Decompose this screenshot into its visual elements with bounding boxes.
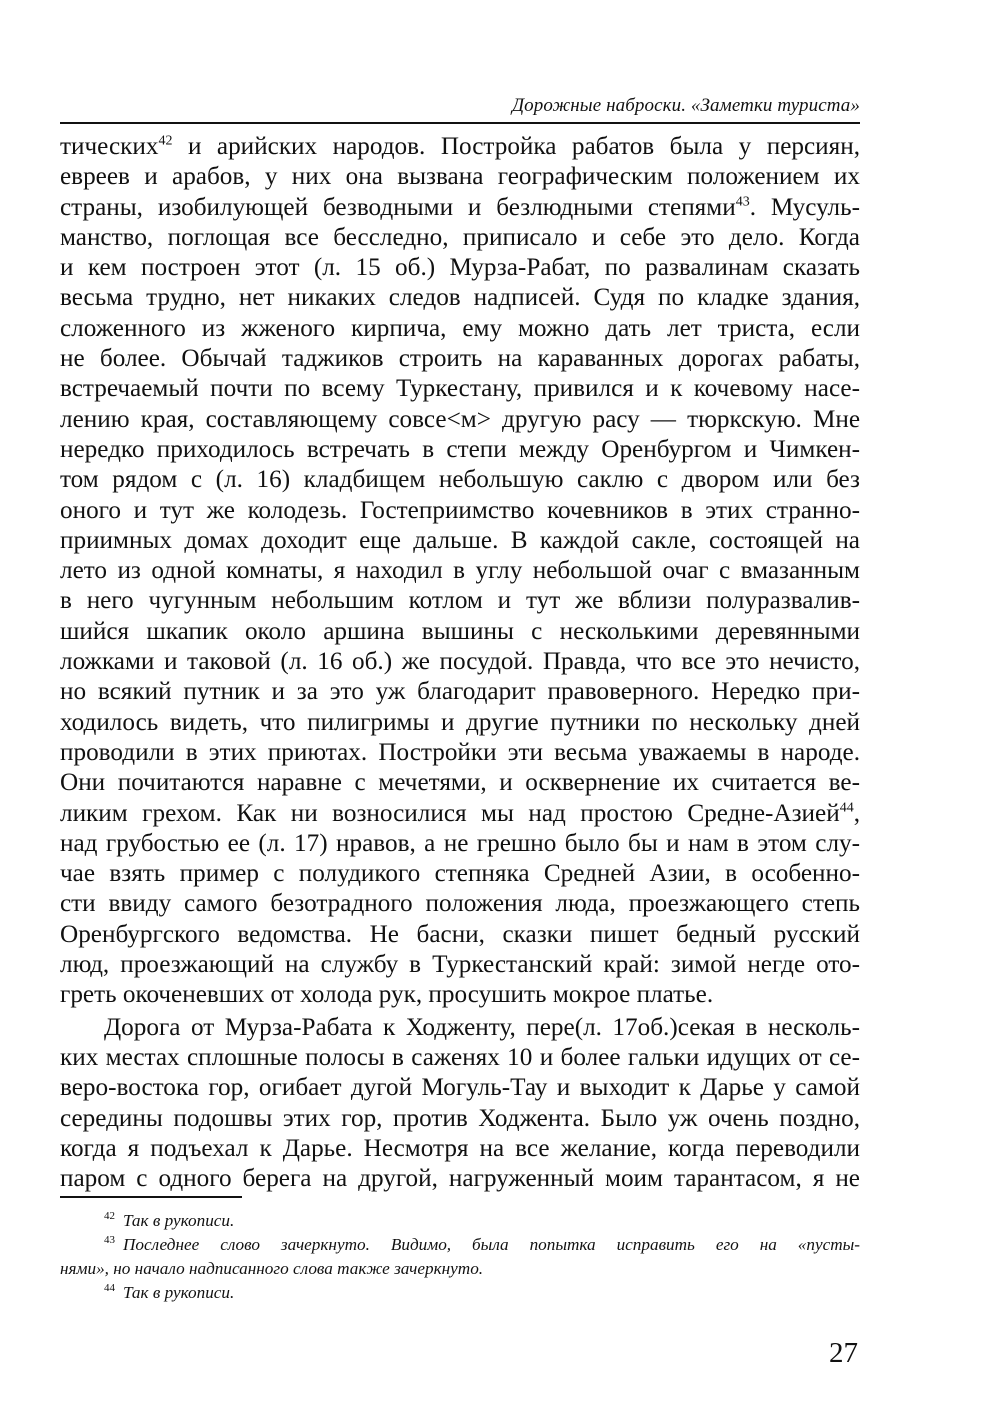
body-text	[60, 132, 860, 1194]
text-line: сложенного из жженого кирпича, ему можно дать лет триста, если	[60, 314, 860, 342]
text-line: Они почитаются наравне с мечетями, и осквернение их считается ве-	[60, 769, 860, 797]
footnote-text: Так в рукописи.	[123, 1211, 235, 1230]
footnote-line	[60, 1257, 860, 1281]
text-line: не более. Обычай таджиков строить на караванных дорогах рабаты,	[60, 345, 860, 373]
text-line: сти ввиду самого безотрадного положения люда, проезжающего степь	[60, 890, 860, 918]
text-line: ходилось видеть, что пилигримы и другие путники по нескольку дней	[60, 708, 860, 736]
text-line: ких местах сплошные полосы в саженях 10 и более гальки идущих от се-	[60, 1043, 860, 1071]
text-line	[60, 799, 860, 829]
footnote-line	[60, 1233, 860, 1257]
text-segment: и арийских народов. Постройка рабатов была у персиян,	[172, 133, 860, 160]
text-line	[60, 193, 860, 223]
footnote-number: 44	[104, 1282, 115, 1295]
text-segment: . Мусуль-	[749, 193, 860, 221]
footnote-number: 42	[104, 1210, 115, 1223]
running-head: Дорожные наброски. «Заметки туриста»	[511, 95, 860, 116]
text-segment: тических	[60, 133, 159, 160]
text-line: и кем построен этот (л. 15 об.) Мурза-Рабат, по развалинам сказать	[60, 254, 860, 282]
footnote-marker: 42	[158, 133, 173, 149]
text-line: чае взять пример с полудикого степняка Средней Азии, в особенно-	[60, 860, 860, 888]
text-line: нередко приходилось встречать в степи между Оренбургом и Чимкен-	[60, 435, 860, 463]
text-line: над грубостью ее (л. 17) нравов, а не грешно было бы и нам в этом слу-	[60, 829, 860, 857]
text-line: Дорога от Мурза-Рабата к Ходженту, пере(л. 17об.)секая в несколь-	[104, 1013, 860, 1041]
text-line: том рядом с (л. 16) кладбищем небольшую саклю с двором или без	[60, 466, 860, 494]
text-line: весьма трудно, нет никаких следов надписей. Судя по кладке здания,	[60, 284, 860, 312]
text-line: евреев и арабов, у них она вызвана географическим положением их	[60, 163, 860, 191]
text-line: манство, поглощая все бесследно, приписало и себе это дело. Когда	[60, 223, 860, 251]
page-number: 27	[829, 1337, 858, 1369]
footnote-line	[60, 1209, 860, 1233]
header-rule	[60, 122, 860, 124]
text-segment: ликим грехом. Как ни возносилися мы над простою Средне-Азией	[60, 799, 840, 827]
text-line: когда я подъехал к Дарье. Несмотря на все желание, когда переводили	[60, 1134, 860, 1162]
text-line: люд, проезжающий на службу в Туркестанский край: зимой негде ото-	[60, 951, 860, 979]
text-segment: страны, изобилующей безводными и безлюдными степями	[60, 193, 736, 221]
text-line: веро-востока гор, огибает дугой Могуль-Тау и выходит к Дарье у самой	[60, 1074, 860, 1102]
footnote-text: Так в рукописи.	[123, 1283, 235, 1302]
text-line: лению края, составляющему совсе<м> другую расу — тюркскую. Мне	[60, 405, 860, 433]
text-line: ложками и таковой (л. 16 об.) же посудой. Правда, что все это нечисто,	[60, 648, 860, 676]
text-line	[60, 132, 860, 162]
footnote-line	[60, 1281, 860, 1305]
footnote-text: Последнее слово зачеркнуто. Видимо, была попытка исправить его на «пусты-	[123, 1235, 860, 1254]
footnotes	[60, 1209, 860, 1305]
text-line: лето из одной комнаты, я находил в углу небольшой очаг с вмазанным	[60, 557, 860, 585]
text-segment: ,	[853, 799, 860, 827]
footnote-text: нями», но начало надписанного слова также зачеркнуто.	[60, 1259, 484, 1278]
text-line: встречаемый почти по всему Туркестану, привился и к кочевому насе-	[60, 375, 860, 403]
text-line: Оренбургского ведомства. Не басни, сказки пишет бедный русский	[60, 920, 860, 948]
text-line: паром с одного берега на другой, нагруженный моим тарантасом, я не	[60, 1165, 860, 1193]
footnote-marker: 43	[735, 194, 750, 210]
text-line: середины подошвы этих гор, против Ходжента. Было уж очень поздно,	[60, 1104, 860, 1132]
text-line: проводили в этих приютах. Постройки эти весьма уважаемы в народе.	[60, 738, 860, 766]
text-line: шийся шкапик около аршина вышины с несколькими деревянными	[60, 617, 860, 645]
text-line: в него чугунным небольшим котлом и тут же вблизи полуразвалив-	[60, 587, 860, 615]
footnote-marker: 44	[839, 800, 854, 816]
footnote-number: 43	[104, 1234, 115, 1247]
text-line: но всякий путник и за это уж благодарит правоверного. Нередко при-	[60, 678, 860, 706]
footnote-rule	[60, 1196, 242, 1198]
text-line: приимных домах доходит еще дальше. В каждой сакле, состоящей на	[60, 526, 860, 554]
text-line: оного и тут же колодезь. Гостеприимство кочевников в этих странно-	[60, 496, 860, 524]
text-line: греть окоченевших от холода рук, просушить мокрое платье.	[60, 981, 714, 1009]
